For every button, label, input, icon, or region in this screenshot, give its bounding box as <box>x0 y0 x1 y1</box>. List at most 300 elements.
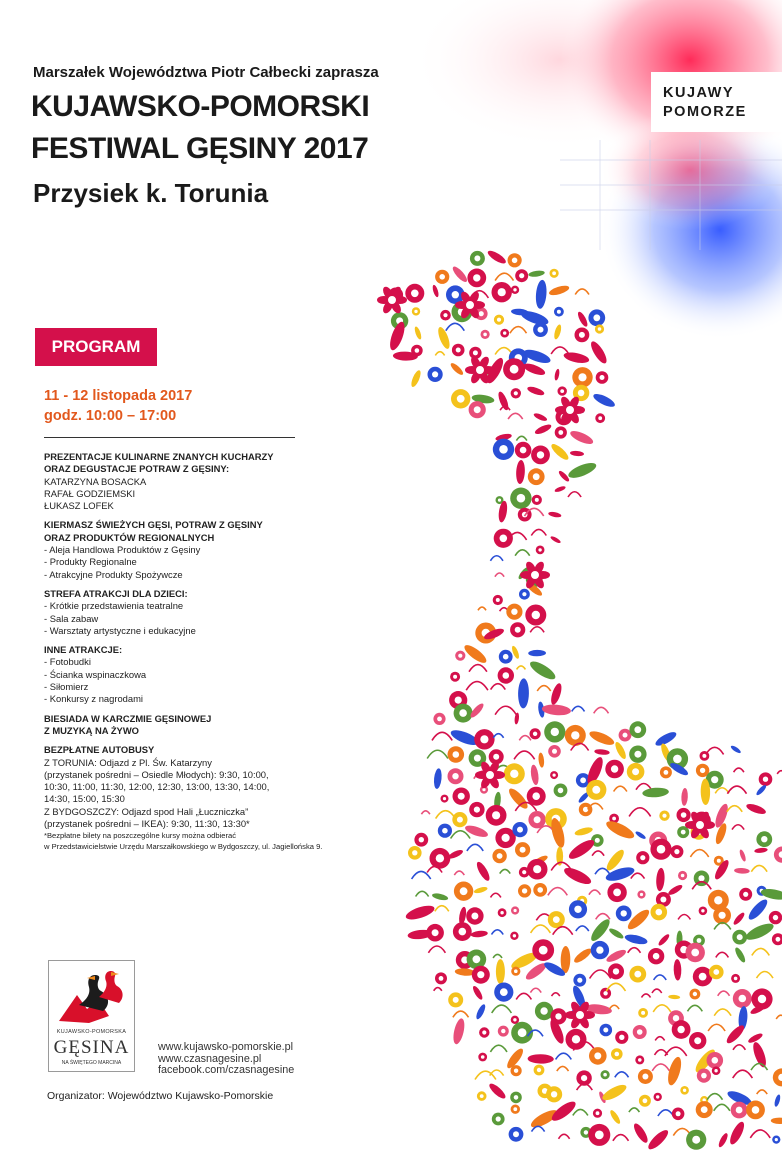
flower-center <box>442 828 448 834</box>
section-title: STREFA ATRAKCJI DLA DZIECI: <box>44 587 188 599</box>
folk-ornament <box>436 811 456 819</box>
folk-ornament <box>530 627 544 633</box>
folk-ornament <box>495 706 516 714</box>
flower-center <box>640 855 645 860</box>
folk-ornament <box>556 1053 572 1059</box>
folk-ornament <box>745 802 767 816</box>
folk-ornament <box>614 786 627 791</box>
flower-center <box>578 390 585 397</box>
flower-center <box>474 807 480 813</box>
section-item: Z TORUNIA: Odjazd z Pl. Św. Katarzyny <box>44 756 212 768</box>
flower-center <box>532 792 540 800</box>
folk-ornament <box>508 413 523 419</box>
web-links <box>158 1042 294 1077</box>
flower-center <box>634 751 641 758</box>
flower-center <box>615 1052 620 1057</box>
flower-center <box>520 447 527 454</box>
folk-ornament <box>435 352 444 356</box>
folk-ornament <box>733 1070 753 1078</box>
flower-center <box>677 1026 684 1033</box>
folk-ornament <box>629 1108 640 1112</box>
rosette-center <box>475 365 485 375</box>
folk-ornament <box>777 771 782 774</box>
flower-center <box>595 838 600 843</box>
folk-ornament <box>688 1005 703 1011</box>
flower-center <box>496 598 500 602</box>
flower-center <box>702 754 706 758</box>
location-subtitle: Przysiek k. Torunia <box>33 178 269 208</box>
flower-center <box>637 1029 643 1035</box>
folk-ornament <box>519 736 531 741</box>
flower-center <box>455 697 462 704</box>
flower-center <box>714 896 722 904</box>
folk-ornament <box>730 744 742 754</box>
section-title: PREZENTACJE KULINARNE ZNANYCH KUCHARZY <box>44 451 274 462</box>
flower-center <box>458 654 462 658</box>
flower-center <box>572 1035 580 1043</box>
folk-ornament <box>718 991 730 996</box>
folk-ornament <box>655 1037 664 1041</box>
flower-center <box>512 258 518 264</box>
flower-center <box>558 430 563 435</box>
program-section <box>44 744 364 852</box>
folk-ornament <box>551 347 569 354</box>
flower-center <box>471 913 478 920</box>
folk-ornament <box>750 1130 770 1138</box>
folk-ornament <box>553 324 563 340</box>
flower-center <box>664 770 669 775</box>
flower-center <box>480 735 488 743</box>
folk-ornament <box>732 825 744 830</box>
flower-center <box>497 853 503 859</box>
flower-center <box>634 726 641 733</box>
folk-ornament <box>500 869 511 873</box>
flower-center <box>517 494 526 503</box>
flower-center <box>510 770 518 778</box>
flower-center <box>483 333 487 337</box>
flower-center <box>656 909 663 916</box>
folk-ornament <box>574 826 594 837</box>
folk-ornament <box>528 650 546 657</box>
folk-ornament <box>493 954 502 958</box>
folk-ornament <box>673 959 681 981</box>
flower-center <box>598 327 602 331</box>
folk-ornament <box>431 892 448 901</box>
flower-center <box>551 1091 557 1097</box>
folk-ornament <box>433 768 443 789</box>
flower-center <box>619 1035 624 1040</box>
folk-ornament <box>727 786 746 794</box>
folk-ornament <box>667 883 684 897</box>
section-item: - Konkursy z nagrodami <box>44 693 144 705</box>
folk-ornament <box>624 933 648 946</box>
flower-center <box>515 627 521 633</box>
section-item: - Sala zabaw <box>44 612 99 624</box>
folk-ornament <box>467 844 483 851</box>
section-item: KATARZYNA BOSACKA <box>44 475 147 487</box>
folk-ornament <box>428 946 445 953</box>
flower-center <box>502 834 510 842</box>
flower-center <box>460 887 468 895</box>
section-item: - Aleja Handlowa Produktów z Gęsiny <box>44 544 201 556</box>
folk-ornament <box>615 1072 629 1077</box>
folk-ornament <box>566 837 597 862</box>
folk-ornament <box>434 988 442 991</box>
folk-ornament <box>530 988 541 992</box>
link-facebook[interactable]: facebook.com/czasnagesine <box>158 1064 295 1076</box>
folk-ornament <box>432 732 452 740</box>
folk-ornament <box>487 1081 507 1100</box>
folk-ornament <box>727 806 742 812</box>
folk-ornament <box>642 994 651 998</box>
flower-center <box>537 451 544 458</box>
flower-center <box>503 672 510 679</box>
flower-center <box>514 969 518 973</box>
folk-ornament <box>531 529 546 535</box>
flower-center <box>473 955 481 963</box>
flower-center <box>600 375 605 380</box>
folk-ornament <box>548 511 562 518</box>
folk-ornament <box>449 361 465 376</box>
flower-center <box>474 755 481 762</box>
folk-ornament <box>681 788 688 806</box>
flower-center <box>656 1095 659 1098</box>
flower-center <box>693 992 697 996</box>
section-item: - Warsztaty artystyczne i edukacyjne <box>44 624 196 636</box>
flower-center <box>603 991 607 995</box>
folk-ornament <box>517 666 526 670</box>
flower-center <box>579 332 585 338</box>
flower-center <box>681 812 687 818</box>
folk-ornament <box>734 868 750 874</box>
flower-center <box>503 331 506 334</box>
folk-ornament <box>635 830 647 840</box>
flower-center <box>681 830 686 835</box>
folk-ornament <box>404 903 436 922</box>
folk-ornament <box>563 350 590 364</box>
section-item: RAFAŁ GODZIEMSKI <box>44 487 136 499</box>
folk-ornament <box>665 1056 683 1087</box>
flower-center <box>479 311 484 316</box>
folk-ornament <box>549 682 564 706</box>
folk-ornament <box>531 925 551 933</box>
folk-ornament <box>464 823 489 839</box>
flower-center <box>452 773 458 779</box>
folk-ornament <box>613 1135 629 1141</box>
folk-ornament <box>755 784 767 797</box>
flower-center <box>481 1055 485 1059</box>
flower-center <box>634 971 641 978</box>
folk-ornament <box>514 712 520 724</box>
flower-center <box>739 995 747 1003</box>
flower-center <box>551 728 559 736</box>
flower-center <box>574 906 581 913</box>
folk-ornament <box>541 703 571 716</box>
rosette-center <box>465 300 475 310</box>
flower-center <box>452 291 459 298</box>
folk-ornament <box>559 1134 570 1138</box>
folk-ornament <box>453 1011 469 1017</box>
flower-center <box>577 978 582 983</box>
folk-ornament <box>600 1082 628 1103</box>
flower-center <box>477 971 484 978</box>
folk-ornament <box>533 412 548 423</box>
flower-center <box>758 995 766 1003</box>
event-dates <box>44 386 192 426</box>
flower-center <box>453 997 459 1003</box>
folk-ornament <box>446 323 465 330</box>
flower-center <box>701 1106 708 1113</box>
flower-center <box>514 1069 518 1073</box>
folk-ornament <box>451 1017 466 1045</box>
flower-center <box>532 611 540 619</box>
folk-ornament <box>653 1005 671 1012</box>
flower-center <box>498 288 506 296</box>
flower-center <box>473 274 480 281</box>
festival-title-line2: FESTIWAL GĘSINY 2017 <box>31 132 369 165</box>
flower-center <box>581 1075 587 1081</box>
folk-ornament <box>751 865 767 871</box>
flower-center <box>700 768 705 773</box>
section-title: INNE ATRAKCJE: <box>44 644 123 656</box>
folk-ornament <box>478 607 486 610</box>
divider <box>44 437 295 438</box>
flower-center <box>520 847 526 853</box>
folk-ornament <box>757 1090 768 1094</box>
folk-ornament <box>454 871 464 875</box>
flower-center <box>519 273 524 278</box>
flower-center <box>513 934 516 937</box>
flower-center <box>776 937 781 942</box>
folk-ornament <box>451 831 471 839</box>
flower-center <box>596 946 603 953</box>
logo-text-bottom: NA ŚWIĘTEGO MARCINA <box>61 1060 122 1066</box>
flower-center <box>457 395 465 403</box>
folk-ornament <box>537 686 551 691</box>
folk-ornament <box>632 1122 651 1145</box>
flower-center <box>580 777 586 783</box>
folk-ornament <box>746 897 770 922</box>
folk-ornament <box>510 327 527 334</box>
folk-ornament <box>608 927 625 941</box>
flower-center <box>598 416 602 420</box>
flower-center <box>557 310 561 314</box>
organizer-line: Organizator: Województwo Kujawsko-Pomorskie <box>47 1090 274 1102</box>
flower-center <box>497 318 501 322</box>
event-hours: godz. 10:00 – 17:00 <box>44 408 177 424</box>
folk-ornament <box>516 993 531 999</box>
folk-ornament <box>657 933 671 947</box>
flower-center <box>660 897 666 903</box>
logo-text-main: GĘSINA <box>53 1037 130 1058</box>
flower-center <box>439 976 444 981</box>
folk-ornament <box>707 1094 722 1100</box>
folk-ornament <box>566 460 598 481</box>
flower-center <box>676 1111 681 1116</box>
flower-center <box>596 1111 600 1115</box>
section-title: BEZPŁATNE AUTOBUSY <box>44 744 155 756</box>
flower-center <box>632 768 639 775</box>
folk-ornament <box>757 972 774 979</box>
flower-center <box>611 765 618 772</box>
folk-ornament <box>665 1047 687 1056</box>
geese-logo-icon <box>49 961 134 1029</box>
folk-ornament <box>549 442 570 462</box>
program-list <box>44 451 364 859</box>
flower-center <box>694 1037 701 1044</box>
invitation-line: Marszałek Województwa Piotr Całbecki zaprasza <box>33 64 379 81</box>
flower-center <box>578 373 586 381</box>
flower-center <box>719 912 726 919</box>
flower-center <box>553 774 556 777</box>
folk-ornament <box>733 1045 745 1050</box>
folk-ornament <box>528 270 545 278</box>
section-item: - Fotobudki <box>44 656 91 668</box>
flower-center <box>595 1131 604 1140</box>
flower-center <box>436 854 444 862</box>
folk-ornament <box>629 808 651 817</box>
flower-center <box>453 751 460 758</box>
flower-center <box>621 910 627 916</box>
flower-center <box>474 255 480 261</box>
flower-center <box>510 365 519 374</box>
folk-ornament <box>451 265 469 284</box>
folk-ornament <box>678 915 690 920</box>
flower-center <box>683 1089 686 1092</box>
flower-center <box>412 850 417 855</box>
flower-center <box>640 893 643 896</box>
folk-ornament <box>776 1015 782 1019</box>
folk-ornament <box>491 684 506 690</box>
flower-center <box>699 973 707 981</box>
program-section <box>44 644 364 705</box>
flower-center <box>712 1057 719 1064</box>
flower-center <box>522 888 527 893</box>
folk-ornament <box>588 729 616 748</box>
flower-center <box>691 949 699 957</box>
flower-center <box>453 675 457 679</box>
section-item: 14:30, 15:00, 15:30 <box>44 793 125 805</box>
folk-ornament <box>413 326 422 340</box>
folk-ornament <box>557 1066 569 1071</box>
folk-ornament <box>515 550 530 556</box>
flower-center <box>537 1068 541 1072</box>
program-section <box>44 588 364 637</box>
flower-center <box>443 313 447 317</box>
folk-ornament <box>416 891 429 896</box>
flower-center <box>500 911 503 914</box>
folk-ornament <box>771 1117 782 1124</box>
folk-ornament <box>744 920 776 943</box>
folk-ornament <box>436 326 452 351</box>
folk-ornament <box>636 784 652 790</box>
link-kujawsko-pomorskie[interactable]: www.kujawsko-pomorskie.pl <box>158 1041 294 1053</box>
folk-ornament <box>469 665 487 672</box>
folk-ornament <box>575 289 589 295</box>
gesina-logo <box>48 960 135 1072</box>
flower-center <box>437 717 442 722</box>
flower-center <box>538 327 544 333</box>
section-item: (przystanek pośredni – Osiedle Młodych): 9:30, 10:00, <box>44 768 269 780</box>
flower-center <box>501 1029 505 1033</box>
folk-ornament <box>554 369 560 381</box>
section-item: - Ścianka wspinaczkowa <box>44 668 147 680</box>
flower-center <box>584 1130 588 1134</box>
flower-center <box>775 1138 778 1141</box>
folk-ornament <box>473 886 488 895</box>
flower-center <box>534 816 541 823</box>
section-title: ORAZ DEGUSTACJE POTRAW Z GĘSINY: <box>44 463 230 475</box>
flower-center <box>415 348 420 353</box>
flower-center <box>533 473 540 480</box>
folk-ornament <box>554 485 566 493</box>
flower-center <box>553 916 560 923</box>
flower-center <box>482 1030 486 1034</box>
folk-ornament <box>552 993 560 996</box>
folk-ornament <box>727 1120 746 1146</box>
folk-ornament <box>572 946 593 965</box>
flower-center <box>500 988 508 996</box>
folk-ornament <box>462 642 489 666</box>
folk-ornament <box>471 985 484 1001</box>
folk-ornament <box>492 1005 512 1013</box>
flower-center <box>743 892 748 897</box>
folk-ornament <box>410 369 423 388</box>
folk-ornament <box>495 348 512 355</box>
folk-ornament <box>609 1109 622 1125</box>
program-section <box>44 519 364 580</box>
section-title: KIERMASZ ŚWIEŻYCH GĘSI, POTRAW Z GĘSINY <box>44 519 263 531</box>
program-label: PROGRAM <box>35 328 157 366</box>
flower-center <box>533 732 537 736</box>
brand-line2: POMORZE <box>663 104 747 120</box>
folk-ornament <box>724 1023 746 1046</box>
flower-center <box>480 1094 484 1098</box>
link-czasnagesine[interactable]: www.czasnagesine.pl <box>158 1052 262 1065</box>
folk-ornament <box>631 873 645 878</box>
folk-ornament <box>534 423 553 436</box>
flower-center <box>717 859 721 863</box>
folk-ornament <box>658 1110 674 1116</box>
flower-center <box>439 274 445 280</box>
flower-center <box>673 1015 679 1021</box>
folk-ornament <box>646 1127 671 1150</box>
flower-center <box>674 849 679 854</box>
flower-center <box>457 817 463 823</box>
flower-center <box>540 1007 547 1014</box>
kujawy-pomorze-logo <box>651 72 782 132</box>
folk-ornament <box>592 851 604 856</box>
logo-text-top: KUJAWSKO-POMORSKA <box>56 1029 127 1035</box>
flower-center <box>492 811 500 819</box>
flower-center <box>673 755 682 764</box>
folk-ornament <box>548 888 567 896</box>
folk-ornament <box>590 970 611 979</box>
flower-center <box>493 754 499 760</box>
flower-center <box>482 788 485 791</box>
flower-center <box>713 969 719 975</box>
folk-ornament <box>589 890 601 895</box>
flower-center <box>641 1011 645 1015</box>
folk-ornament <box>550 535 562 544</box>
folk-ornament <box>526 385 545 397</box>
section-title: ORAZ PRODUKTÓW REGIONALNYCH <box>44 531 215 543</box>
folk-ornament <box>754 847 768 853</box>
flower-center <box>642 1074 648 1080</box>
rosette-center <box>387 295 397 305</box>
folk-ornament <box>733 946 747 964</box>
flower-center <box>513 1018 516 1021</box>
